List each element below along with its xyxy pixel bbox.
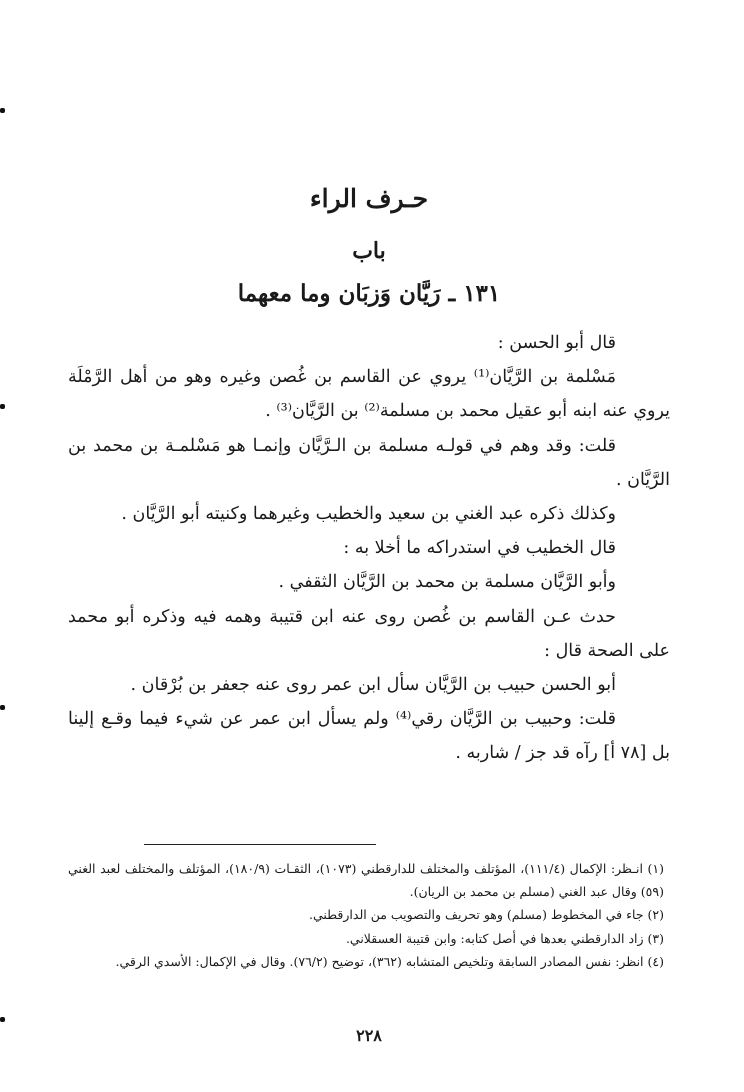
paragraph: وكذلك ذكره عبد الغني بن سعيد والخطيب وغيرهما وكنيته أبو الرَّيَّان . bbox=[121, 504, 616, 525]
entry-heading: ١٣١ ـ رَيَّان وَزبَان وما معهما bbox=[237, 280, 501, 307]
book-page bbox=[68, 0, 670, 1092]
section-heading-bab: باب bbox=[352, 238, 386, 264]
paragraph: مَسْلمة بن الرَّيَّان⁽¹⁾ يروي عن القاسم بن غُصن وغيره وهو من أهل الرَّمْلَة يروي عنه ابنه أبو عقيل محمد بن مسلمة⁽²⁾ بن الرَّيَّان⁽³⁾ . bbox=[68, 367, 670, 422]
footnote-separator bbox=[144, 844, 376, 845]
paragraph: قال أبو الحسن : bbox=[497, 333, 616, 353]
main-text bbox=[68, 326, 670, 771]
footnote: (١) انـظر: الإكمال (١١١/٤)، المؤتلف والمختلف للدارقطني (١٠٧٣)، الثقـات (١٨٠/٩)، المؤتلف والمختلف لعبد الغني (٥٩) وقال عبد الغني (مسلم بن محمد بن الريان). bbox=[68, 861, 665, 900]
scan-edge-mark bbox=[0, 108, 5, 113]
chapter-heading-letter: حـرف الراء bbox=[309, 184, 429, 213]
paragraph: حدث عـن القاسم بن غُصن روى عنه ابن قتيبة وهمه فيه وذكره أبو محمد على الصحة قال : bbox=[68, 606, 670, 661]
footnote: (٣) زاد الدارقطني بعدها في أصل كتابه: وابن قتيبة العسقلاني. bbox=[345, 930, 664, 946]
scan-edge-mark bbox=[0, 404, 5, 409]
paragraph: قال الخطيب في استدراكه ما أخلا به : bbox=[343, 538, 616, 559]
footnote: (٢) جاء في المخطوط (مسلم) وهو تحريف والتصويب من الدارقطني. bbox=[308, 907, 664, 923]
footnotes bbox=[68, 857, 664, 973]
paragraph: قلت: وحبيب بن الرَّيَّان رقي⁽⁴⁾ ولم يسأل ابن عمر عن شيء فيما وقـع إلينا بل [٧٨ أ] رآه قد جز / شاربه . bbox=[68, 709, 670, 764]
footnote: (٤) انظر: نفس المصادر السابقة وتلخيص المتشابه (٣٦٢)، توضيح (٧٦/٢). وقال في الإكمال: الأسدي الرقي. bbox=[115, 953, 664, 969]
paragraph: أبو الحسن حبيب بن الرَّيَّان سأل ابن عمر روى عنه جعفر بن بُرْقان . bbox=[130, 675, 616, 696]
paragraph: قلت: وقد وهم في قولـه مسلمة بن الـرَّيَّان وإنمـا هو مَسْلمـة بن محمد بن الرَّيَّان . bbox=[68, 435, 670, 490]
paragraph: وأبو الرَّيَّان مسلمة بن محمد بن الرَّيَّان الثقفي . bbox=[278, 572, 616, 593]
page-number: ٢٢٨ bbox=[356, 1026, 382, 1045]
scan-edge-mark bbox=[0, 1017, 5, 1022]
scan-edge-mark bbox=[0, 705, 5, 710]
